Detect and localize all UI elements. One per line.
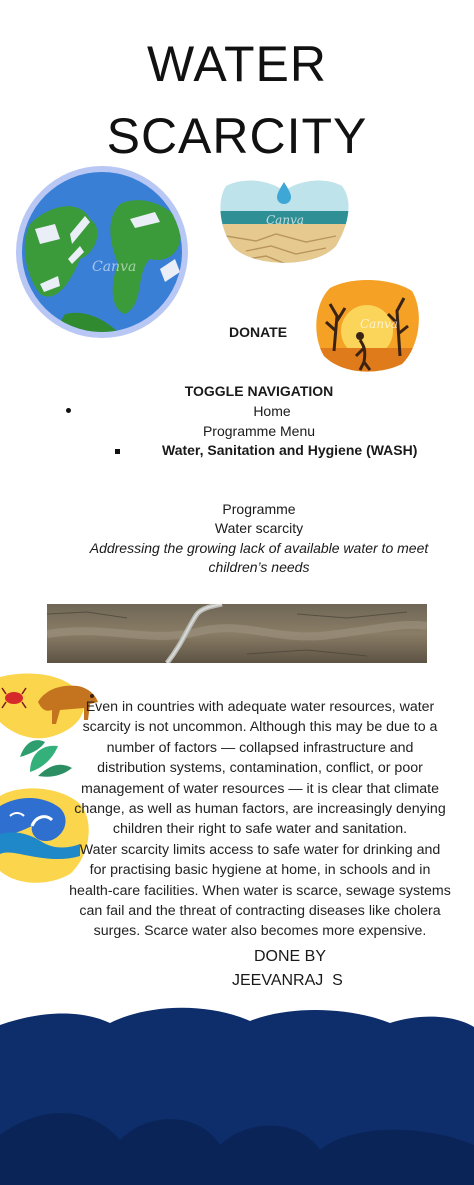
canva-watermark: Canva: [360, 317, 398, 331]
body-line: children their right to safe water and sanitation.: [112, 821, 408, 838]
earth-globe-illustration: [10, 164, 195, 340]
nav-submenu-item-wash[interactable]: Water, Sanitation and Hygiene (WASH): [162, 442, 418, 458]
programme-topic: Water scarcity: [214, 520, 304, 536]
body-line: number of factors — collapsed infrastructure and: [106, 739, 414, 756]
water-drop-dry-land-illustration: [216, 176, 352, 268]
body-line: health-care facilities. When water is scarce, sewage systems: [69, 882, 451, 899]
list-bullet: [115, 449, 120, 454]
nav-home-link[interactable]: Home: [253, 403, 291, 419]
title-line-1: WATER: [147, 36, 327, 92]
credits-author: JEEVANRAJ S: [232, 972, 343, 989]
body-line: scarcity is not uncommon. Although this may be due to a: [82, 719, 438, 736]
dry-riverbed-photo: [47, 604, 427, 663]
body-line: Even in countries with adequate water resources, water: [85, 699, 435, 715]
programme-label: Programme: [222, 501, 296, 517]
nav-programme-menu[interactable]: Programme Menu: [202, 423, 316, 439]
drought-sunset-illustration: [312, 276, 422, 374]
donate-button[interactable]: DONATE: [229, 324, 288, 340]
body-line: distribution systems, contamination, conflict, or poor: [97, 760, 423, 777]
body-line: management of water resources — it is clear that climate: [81, 780, 439, 797]
body-line: surges. Scarce water also becomes more expensive.: [93, 923, 427, 940]
credits-label: DONE BY: [254, 948, 327, 965]
body-line: for practising basic hygiene at home, in schools and in: [89, 862, 431, 879]
programme-tagline-line1: Addressing the growing lack of available water to meet: [89, 540, 429, 556]
body-line: change, as well as human factors, are increasingly denying: [74, 801, 446, 818]
footer-wave-decoration: [0, 1005, 474, 1185]
canva-watermark: Canva: [266, 213, 304, 227]
title-line-2: SCARCITY: [106, 108, 368, 164]
body-paragraph: [55, 697, 465, 942]
canva-watermark: Canva: [92, 259, 137, 275]
body-line: can fail and the threat of contracting diseases like cholera: [79, 903, 441, 920]
body-line: Water scarcity limits access to safe water for drinking and: [79, 841, 441, 858]
programme-tagline-line2: children’s needs: [208, 559, 310, 575]
toggle-navigation-button[interactable]: TOGGLE NAVIGATION: [184, 383, 334, 399]
